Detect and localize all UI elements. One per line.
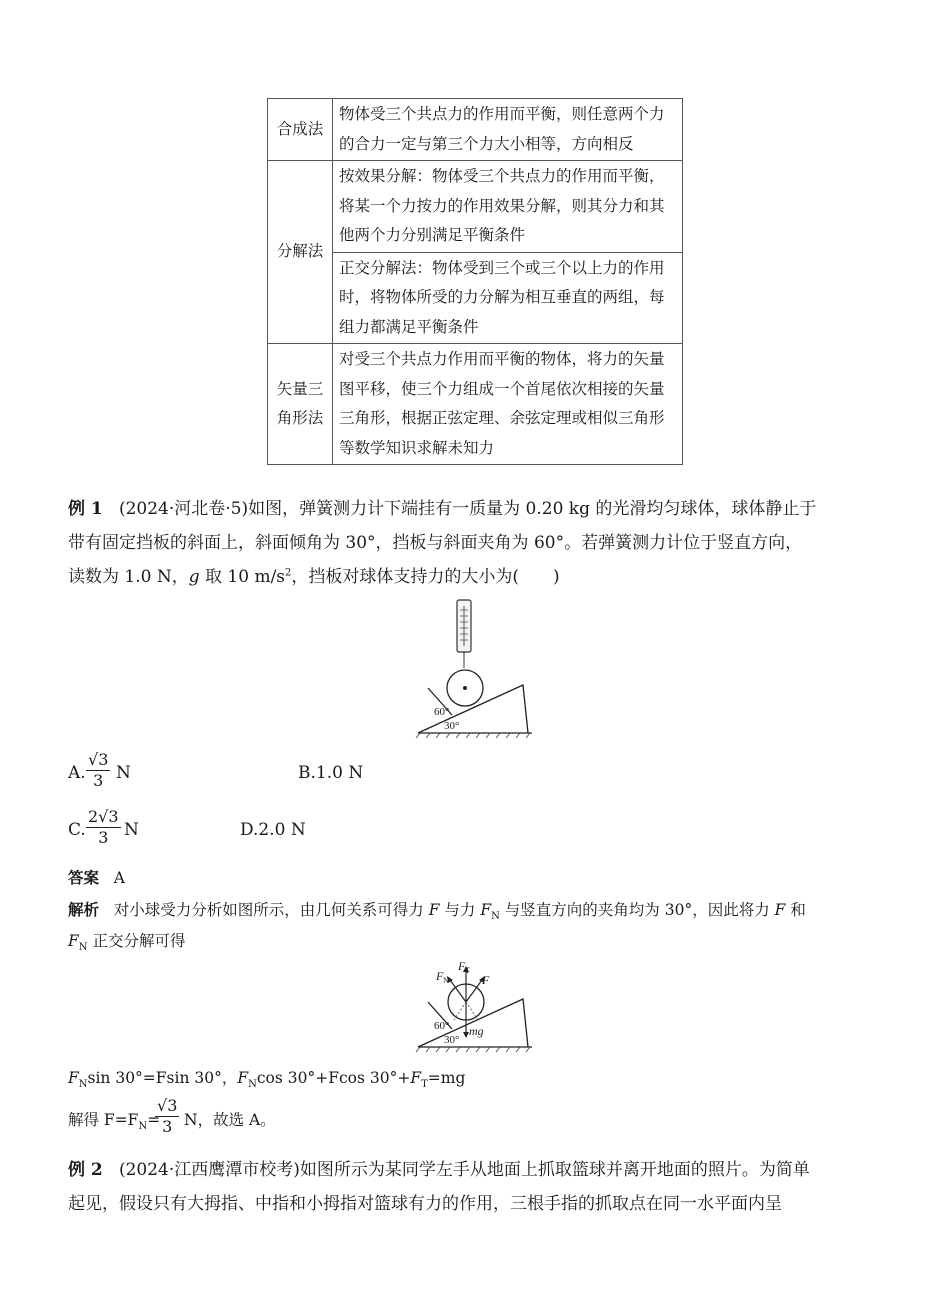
method-name: 矢量三角形法 — [268, 344, 333, 465]
question-exp: 2 — [285, 567, 292, 579]
equation-text: sin 30°=Fsin 30°， — [87, 1069, 238, 1087]
example-source: (2024·河北卷·5) — [118, 499, 249, 519]
fraction-numerator: √3 — [88, 750, 109, 769]
example-source: (2024·江西鹰潭市校考) — [118, 1160, 300, 1180]
analysis-text: 与力 — [439, 901, 481, 919]
analysis-text: 正交分解可得 — [92, 932, 186, 950]
fraction-denominator: 3 — [98, 828, 109, 847]
table-row — [268, 99, 683, 161]
subscript: N — [248, 1079, 257, 1091]
solve-fraction — [155, 1096, 179, 1137]
angle-label: 60° — [434, 706, 450, 718]
equation-text: =mg — [427, 1069, 466, 1087]
table-row — [268, 161, 683, 253]
symbol: F — [774, 901, 786, 919]
force-subscript: T — [465, 966, 470, 975]
example1-line3 — [68, 562, 560, 587]
question-text: 取 10 m/s — [199, 567, 286, 587]
example1-line2: 带有固定挡板的斜面上，斜面倾角为 30°，挡板与斜面夹角为 60°。若弹簧测力计位于竖直方向， — [68, 533, 803, 553]
method-desc: 正交分解法：物体受到三个或三个以上力的作用时，将物体所受的力分解为相互垂直的两组，每组力都满足平衡条件 — [333, 252, 683, 344]
symbol: F — [68, 932, 79, 950]
answer-value: A — [113, 869, 125, 887]
angle-label: 60° — [434, 1020, 450, 1032]
method-desc: 对受三个共点力作用而平衡的物体，将力的矢量图平移，使三个力组成一个首尾依次相接的矢量三角形，根据正弦定理、余弦定理或相似三角形等数学知识求解未知力 — [333, 344, 683, 465]
method-desc: 物体受三个共点力的作用而平衡，则任意两个力的合力一定与第三个力大小相等，方向相反 — [333, 99, 683, 161]
equation-line — [68, 1066, 465, 1090]
fraction-numerator: 2√3 — [88, 807, 119, 826]
example1-line1 — [68, 494, 816, 519]
analysis-text: 和 — [785, 901, 806, 919]
option-letter: A. — [68, 763, 86, 783]
analysis-line1 — [68, 898, 806, 922]
force-subscript: N — [443, 976, 449, 985]
fraction-denominator: 3 — [162, 1117, 173, 1136]
force-label: mg — [469, 1024, 484, 1038]
force-figure — [410, 958, 540, 1054]
question-text: 读数为 1.0 N， — [68, 567, 189, 587]
method-name: 合成法 — [268, 99, 333, 161]
subscript: N — [138, 1121, 148, 1133]
force-label: F — [436, 969, 444, 983]
subscript: N — [78, 942, 88, 954]
example-label: 例 2 — [68, 1160, 103, 1180]
question-text: 如图所示为某同学左手从地面上抓取篮球并离开地面的照片。为简单 — [299, 1160, 810, 1180]
table-row — [268, 344, 683, 465]
subscript: N — [491, 911, 500, 923]
force-label: F — [482, 973, 490, 987]
option-c-fraction — [86, 807, 121, 848]
force-label: F — [458, 959, 466, 973]
analysis-text: 与竖直方向的夹角均为 30°，因此将力 — [499, 901, 775, 919]
method-desc: 按效果分解：物体受三个共点力的作用而平衡，将某一个力按力的作用效果分解，则其分力和其他两个力分别满足平衡条件 — [333, 161, 683, 253]
angle-label: 30° — [444, 720, 460, 732]
option-a-unit: N — [116, 763, 131, 783]
solve-text: = — [147, 1111, 161, 1129]
fraction-denominator: 3 — [93, 771, 104, 790]
analysis-text: 对小球受力分析如图所示，由几何关系可得力 — [113, 901, 429, 919]
answer-line — [68, 866, 125, 888]
option-c-unit: N — [124, 820, 139, 840]
method-table — [267, 98, 683, 465]
question-text: ，挡板对球体支持力的大小为( ) — [291, 567, 560, 587]
fraction-numerator: √3 — [157, 1096, 178, 1115]
option-d: D.2.0 N — [240, 820, 306, 840]
symbol: F — [237, 1069, 249, 1087]
analysis-label: 解析 — [68, 900, 100, 919]
incline-figure — [410, 596, 540, 742]
option-b: B.1.0 N — [298, 763, 364, 783]
example2-line1 — [68, 1155, 810, 1180]
question-text: 如图，弹簧测力计下端挂有一质量为 0.20 kg 的光滑均匀球体，球体静止于 — [248, 499, 817, 519]
option-a-fraction — [86, 750, 110, 791]
solve-line — [68, 1108, 160, 1132]
solve-text: 解得 F=F — [68, 1111, 139, 1129]
symbol: F — [68, 1069, 79, 1087]
subscript: N — [78, 1079, 88, 1091]
symbol: F — [428, 901, 440, 919]
example-label: 例 1 — [68, 499, 103, 519]
subscript: T — [421, 1079, 428, 1091]
answer-label: 答案 — [68, 868, 100, 887]
solve-tail: N，故选 A。 — [184, 1111, 276, 1129]
symbol: F — [480, 901, 492, 919]
angle-label: 30° — [444, 1034, 460, 1046]
symbol: F — [410, 1069, 422, 1087]
equation-text: cos 30°+Fcos 30°+ — [256, 1069, 411, 1087]
method-name: 分解法 — [268, 161, 333, 344]
analysis-line2 — [68, 929, 185, 953]
option-letter: C. — [68, 820, 86, 840]
option-c — [68, 820, 86, 840]
example2-line2: 起见，假设只有大拇指、中指和小拇指对篮球有力的作用，三根手指的抓取点在同一水平面内呈 — [68, 1194, 782, 1214]
option-a — [68, 763, 86, 783]
question-symbol: g — [188, 567, 200, 587]
